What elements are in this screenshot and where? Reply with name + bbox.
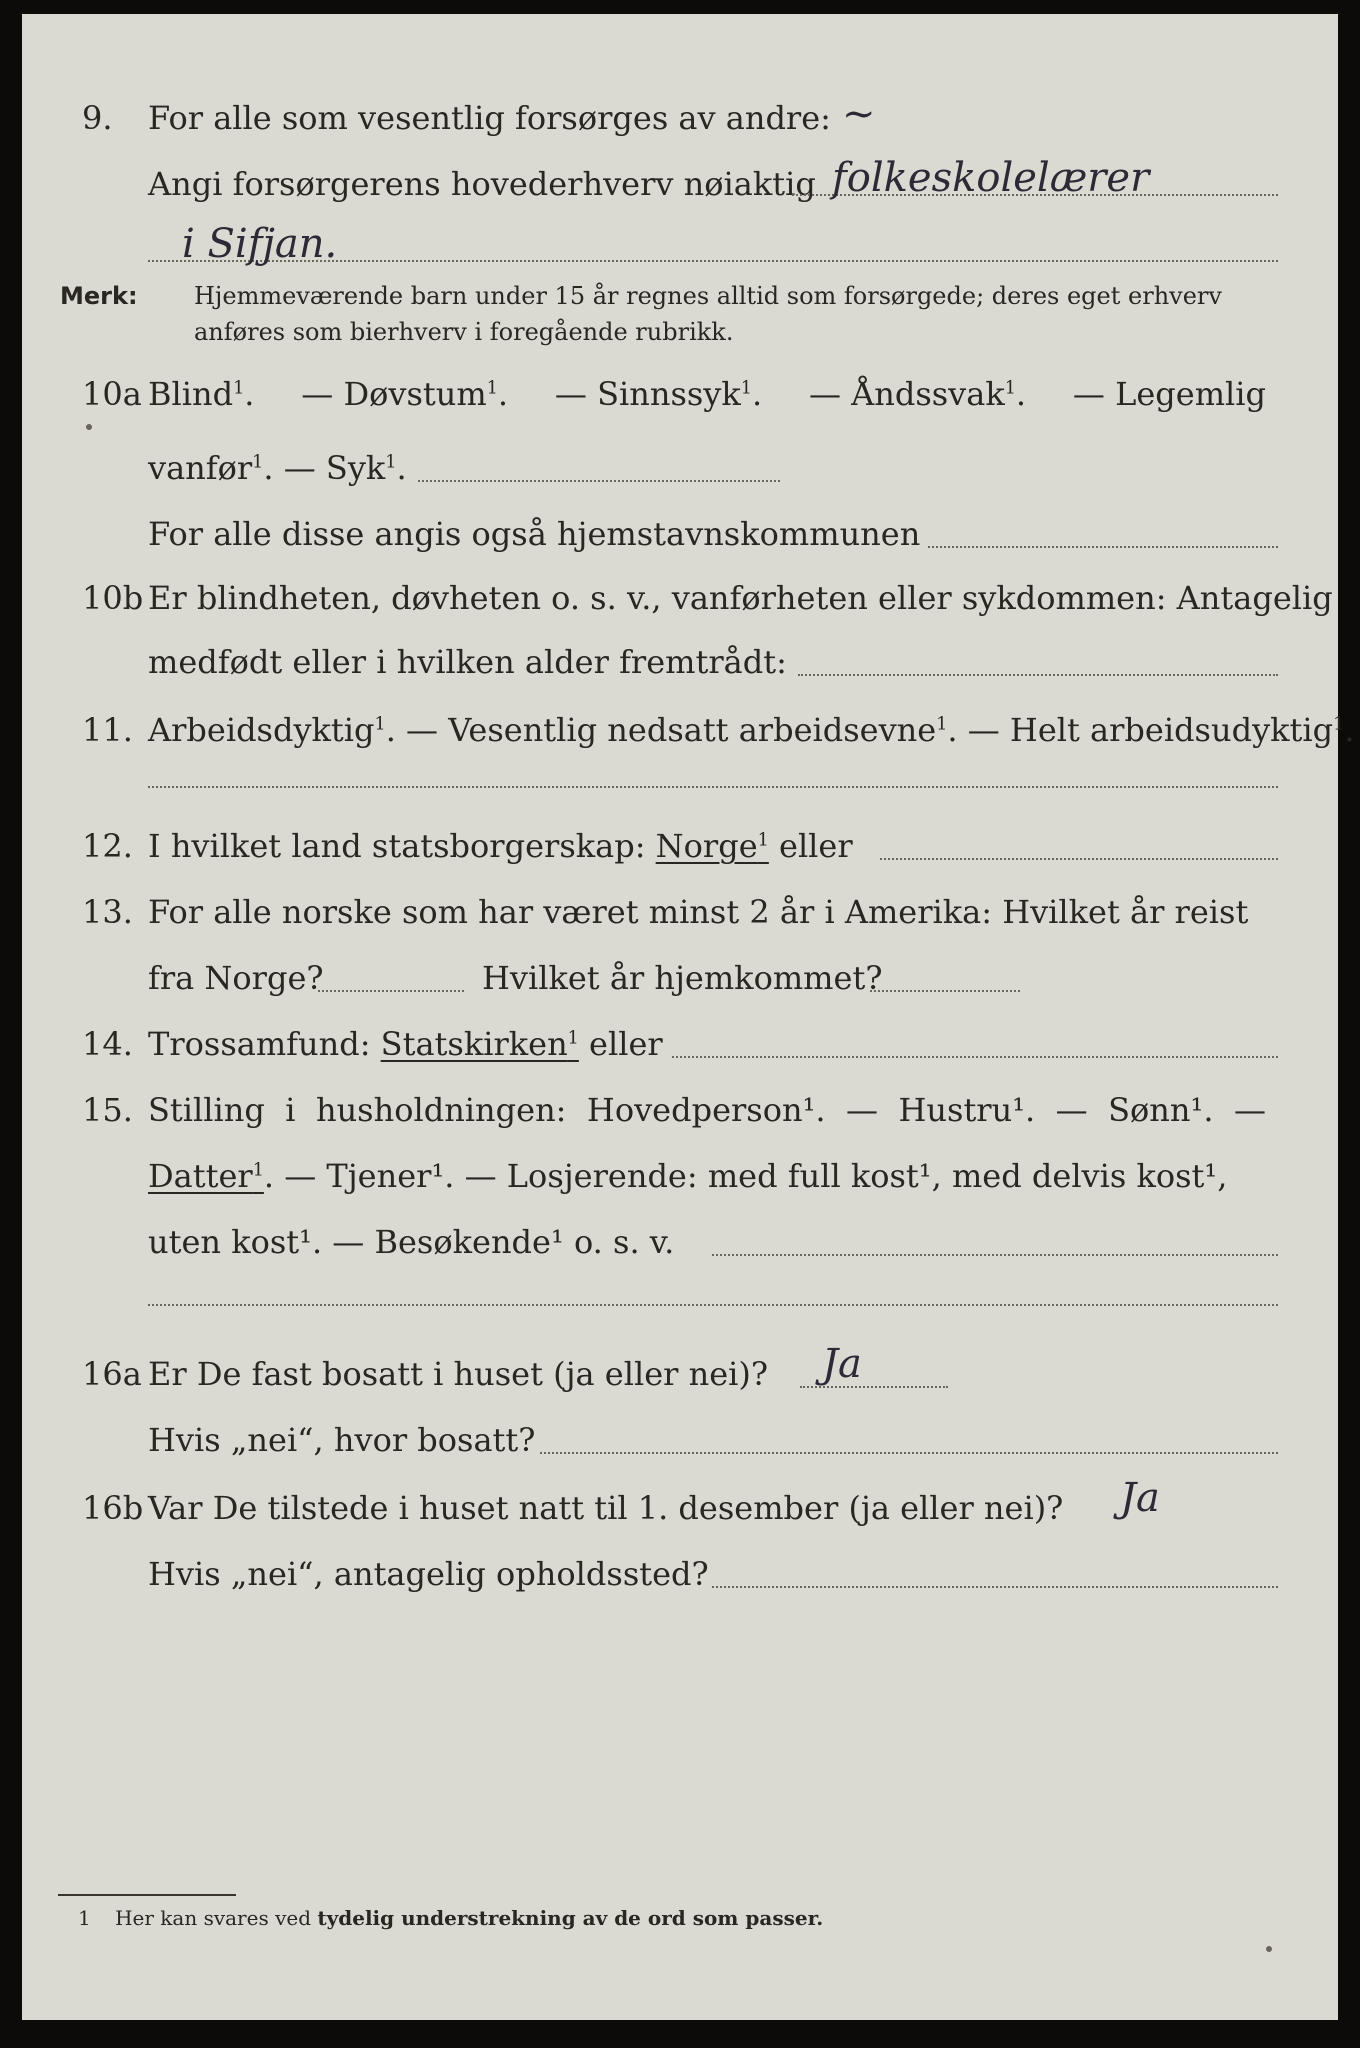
q13-return-label: Hvilket år hjemkommet?: [482, 959, 883, 997]
q16b-line2: [22, 1550, 1338, 1598]
q16a-question: Er De fast bosatt i huset (ja eller nei)?: [148, 1355, 769, 1393]
q12-answer-line: [880, 858, 1278, 860]
q15-answer-line: [712, 1254, 1278, 1256]
q16a-line2: [22, 1416, 1338, 1464]
q10b-line2: [22, 638, 1338, 686]
q15-line1: [22, 1086, 1338, 1134]
q15-line1-words: Stilling i husholdningen: Hovedperson¹. — Hustru¹. — Sønn¹. —: [148, 1091, 1266, 1129]
q15-choice-datter: Datter$^1$: [148, 1157, 264, 1195]
q16a-residence-label: Hvis „nei“, hvor bosatt?: [148, 1421, 536, 1459]
ink-speck-bottom: [1266, 1946, 1272, 1952]
q9-question: For alle som vesentlig forsørges av andre:: [148, 99, 831, 137]
q10a-option-legemlig: — Legemlig: [1072, 375, 1266, 413]
merk-line2: anføres som bierhverv i foregående rubrikk.: [194, 318, 734, 346]
q13-departure-label: fra Norge?: [148, 959, 324, 997]
q16b-whereabouts-label: Hvis „nei“, antagelig opholdssted?: [148, 1555, 709, 1593]
q15-answer-line2: [148, 1304, 1278, 1306]
q14-number: 14.: [82, 1025, 133, 1063]
merk-label: Merk:: [60, 282, 138, 310]
q14-choice-statskirken: Statskirken$^1$: [380, 1025, 579, 1063]
q9-answer-dash: ~: [842, 91, 876, 137]
q14-answer-line: [672, 1056, 1278, 1058]
q13-number: 13.: [82, 893, 133, 931]
q10a-line1: [22, 370, 1338, 418]
q9-line1: [22, 94, 1338, 142]
merk-line1: Hjemmeværende barn under 15 år regnes alltid som forsørgede; deres eget erhverv: [194, 282, 1222, 310]
footnote: [78, 1904, 823, 1932]
q16b-whereabouts-line: [712, 1586, 1278, 1588]
q10a-hometown-line: [928, 546, 1278, 548]
q10b-number: 10b: [82, 579, 144, 617]
q10a-number: 10a: [82, 375, 142, 413]
q10a-option-blind: Blind$^1$.: [148, 375, 255, 413]
q10a-hometown-label: For alle disse angis også hjemstavnskommunen: [148, 515, 921, 553]
footnote-mark: 1: [78, 1906, 91, 1930]
q15-number: 15.: [82, 1091, 133, 1129]
q16b-number: 16b: [82, 1489, 144, 1527]
q9-occupation-label: Angi forsørgerens hovederhverv nøiaktig: [148, 165, 816, 203]
q14-question: Trossamfund: Statskirken$^1$ eller: [148, 1025, 663, 1063]
q10a-answer-line: [418, 480, 780, 482]
q11-answer-line: [148, 786, 1278, 788]
q10b-line1: [22, 574, 1338, 622]
ink-speck: [86, 424, 92, 430]
q10a-line3: [22, 510, 1338, 558]
q10b-onset-label: medfødt eller i hvilken alder fremtrådt:: [148, 643, 787, 681]
q10a-option-dovstum: — Døvstum$^1$.: [301, 375, 509, 413]
q9-occupation-answer: folkeskolelærer: [832, 155, 1150, 201]
q11-options: Arbeidsdyktig$^1$. — Vesentlig nedsatt arbeidsevne$^1$. — Helt arbeidsudyktig$^1$.: [148, 711, 1355, 749]
q16a-residence-line: [540, 1452, 1278, 1454]
q15-line2-text: Datter$^1$. — Tjener¹. — Losjerende: med full kost¹, med delvis kost¹,: [148, 1157, 1228, 1195]
q9-number: 9.: [82, 99, 113, 137]
q10a-option-sinnssyk: — Sinnssyk$^1$.: [554, 375, 763, 413]
q15-line3-text: uten kost¹. — Besøkende¹ o. s. v.: [148, 1223, 675, 1261]
census-form-page: [22, 14, 1355, 2020]
q11-number: 11.: [82, 711, 133, 749]
footnote-text: Her kan svares ved tydelig understrekning av de ord som passer.: [115, 1906, 824, 1930]
q12-question: I hvilket land statsborgerskap: Norge$^1$ eller: [148, 827, 853, 865]
q16a-line1: [22, 1350, 1338, 1398]
q13-line2: [22, 954, 1338, 1002]
q10a-options: [148, 370, 1266, 418]
merk-note: [60, 278, 1300, 350]
q13-line1: [22, 888, 1338, 936]
q10b-answer-line: [798, 674, 1278, 676]
q10a-line2: [22, 444, 1338, 492]
q16b-question: Var De tilstede i huset natt til 1. desember (ja eller nei)?: [148, 1489, 1064, 1527]
q16b-answer: Ja: [1120, 1475, 1160, 1521]
q13-question: For alle norske som har været minst 2 år i Amerika: Hvilket år reist: [148, 893, 1249, 931]
footnote-rule: [58, 1894, 236, 1896]
q13-return-line: [870, 990, 1020, 992]
q13-departure-line: [318, 990, 464, 992]
q10a-option-andssvak: — Åndssvak$^1$.: [808, 375, 1027, 413]
q12-number: 12.: [82, 827, 133, 865]
q11-line1: [22, 706, 1355, 754]
q16a-number: 16a: [82, 1355, 142, 1393]
q12-choice-norge: Norge$^1$: [655, 827, 769, 865]
q9-place-answer: i Sifjan.: [182, 221, 338, 267]
q10b-question: Er blindheten, døvheten o. s. v., vanførheten eller sykdommen: Antagelig: [148, 579, 1333, 617]
q15-line3: [22, 1218, 1338, 1266]
q14-line1: [22, 1020, 1338, 1068]
q15-line2: [22, 1152, 1338, 1200]
q10a-vanfor-syk: vanfør$^1$. — Syk$^1$.: [148, 449, 407, 487]
q12-line1: [22, 822, 1338, 870]
q16a-answer: Ja: [822, 1341, 862, 1387]
